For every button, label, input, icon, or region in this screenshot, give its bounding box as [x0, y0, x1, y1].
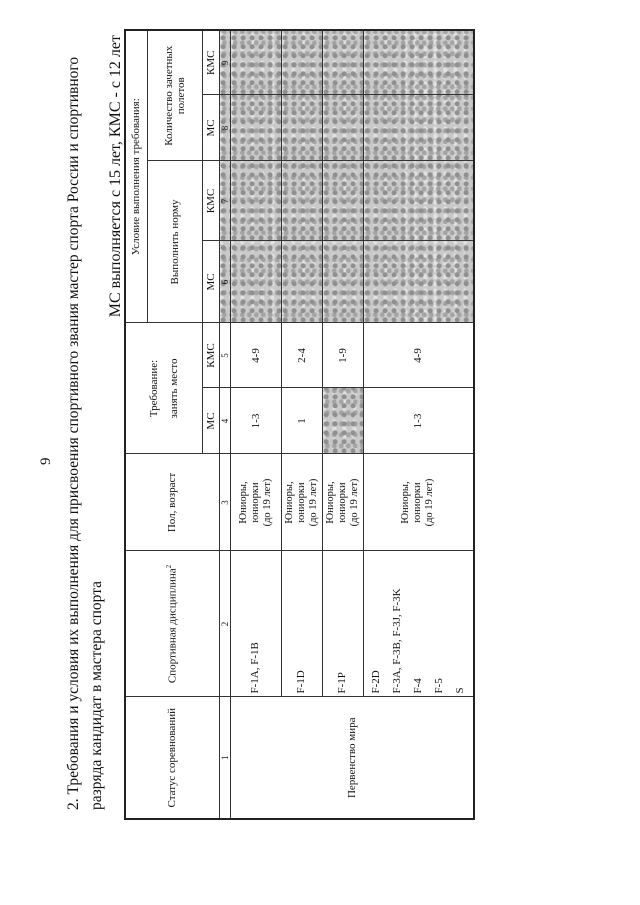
header-discipline: Спортивная дисциплина$^2$ — [125, 551, 219, 697]
status-cell: Первенство мира — [230, 697, 474, 819]
header-ms: МС — [202, 95, 219, 161]
shaded-cell — [322, 241, 363, 323]
shaded-cell — [322, 388, 363, 454]
column-number: 5 — [219, 323, 230, 388]
page-number: 9 — [38, 457, 54, 465]
header-gender-age: Пол, возраст — [125, 454, 219, 551]
shaded-cell — [230, 95, 281, 161]
column-number: 9 — [219, 30, 230, 95]
shaded-cell — [281, 30, 322, 95]
column-number: 1 — [219, 697, 230, 819]
column-number: 7 — [219, 161, 230, 241]
section-heading: 2. Требования и условия их выполнения для присвоения спортивного звания мастер спорта России и спортивного разряда кандидат в мастера спорта — [65, 56, 105, 810]
footnote-mark: 2 — [165, 564, 174, 569]
requirements-table — [124, 29, 475, 820]
header-requirement — [125, 323, 202, 454]
column-number: 3 — [219, 454, 230, 551]
age-cell: Юниоры, юниорки (до 19 лет) — [230, 454, 281, 551]
shaded-cell — [281, 161, 322, 241]
ms-place-cell: 1-3 — [363, 388, 474, 454]
header-kms: КМС — [202, 30, 219, 95]
shaded-cell — [230, 241, 281, 323]
kms-place-cell: 4-9 — [363, 323, 474, 388]
kms-place-cell: 4-9 — [230, 323, 281, 388]
shaded-cell — [363, 241, 474, 323]
column-number: 6 — [219, 241, 230, 323]
column-number: 4 — [219, 388, 230, 454]
discipline-cell: F-1P — [322, 551, 363, 697]
header-status: Статус соревнований — [125, 697, 219, 819]
shaded-cell — [363, 30, 474, 95]
header-place: занять место — [167, 358, 180, 419]
discipline-cell: F-1D — [281, 551, 322, 697]
shaded-cell — [322, 161, 363, 241]
shaded-cell — [281, 241, 322, 323]
kms-place-cell: 2-4 — [281, 323, 322, 388]
column-number: 8 — [219, 95, 230, 161]
ms-place-cell: 1-3 — [230, 388, 281, 454]
shaded-cell — [230, 161, 281, 241]
column-number: 2 — [219, 551, 230, 697]
ms-place-cell: 1 — [281, 388, 322, 454]
shaded-cell — [363, 161, 474, 241]
shaded-cell — [322, 30, 363, 95]
header-kms: КМС — [202, 161, 219, 241]
header-flights: Количество зачетных полетов — [147, 30, 202, 161]
header-kms: КМС — [202, 323, 219, 388]
age-cell: Юниоры, юниорки (до 19 лет) — [363, 454, 474, 551]
header-conditions: Условие выполнения требования: — [125, 30, 147, 323]
kms-place-cell: 1-9 — [322, 323, 363, 388]
header-ms: МС — [202, 388, 219, 454]
shaded-cell — [322, 95, 363, 161]
discipline-cell: F-1A, F-1B — [230, 551, 281, 697]
header-ms: МС — [202, 241, 219, 323]
header-requirement-label: Требование: — [147, 359, 160, 418]
shaded-cell — [230, 30, 281, 95]
shaded-cell — [363, 95, 474, 161]
table-row — [230, 30, 281, 819]
discipline-cell: F-2D F-3A, F-3B, F-3J, F-3K F-4 F-5 S — [363, 551, 474, 697]
age-cell: Юниоры, юниорки (до 19 лет) — [281, 454, 322, 551]
header-norm: Выполнить норму — [147, 161, 202, 323]
column-number-row — [219, 30, 230, 819]
header-row-1 — [125, 30, 147, 819]
age-cell: Юниоры, юниорки (до 19 лет) — [322, 454, 363, 551]
age-note: МС выполняется с 15 лет, КМС - с 12 лет — [107, 35, 124, 318]
shaded-cell — [281, 95, 322, 161]
